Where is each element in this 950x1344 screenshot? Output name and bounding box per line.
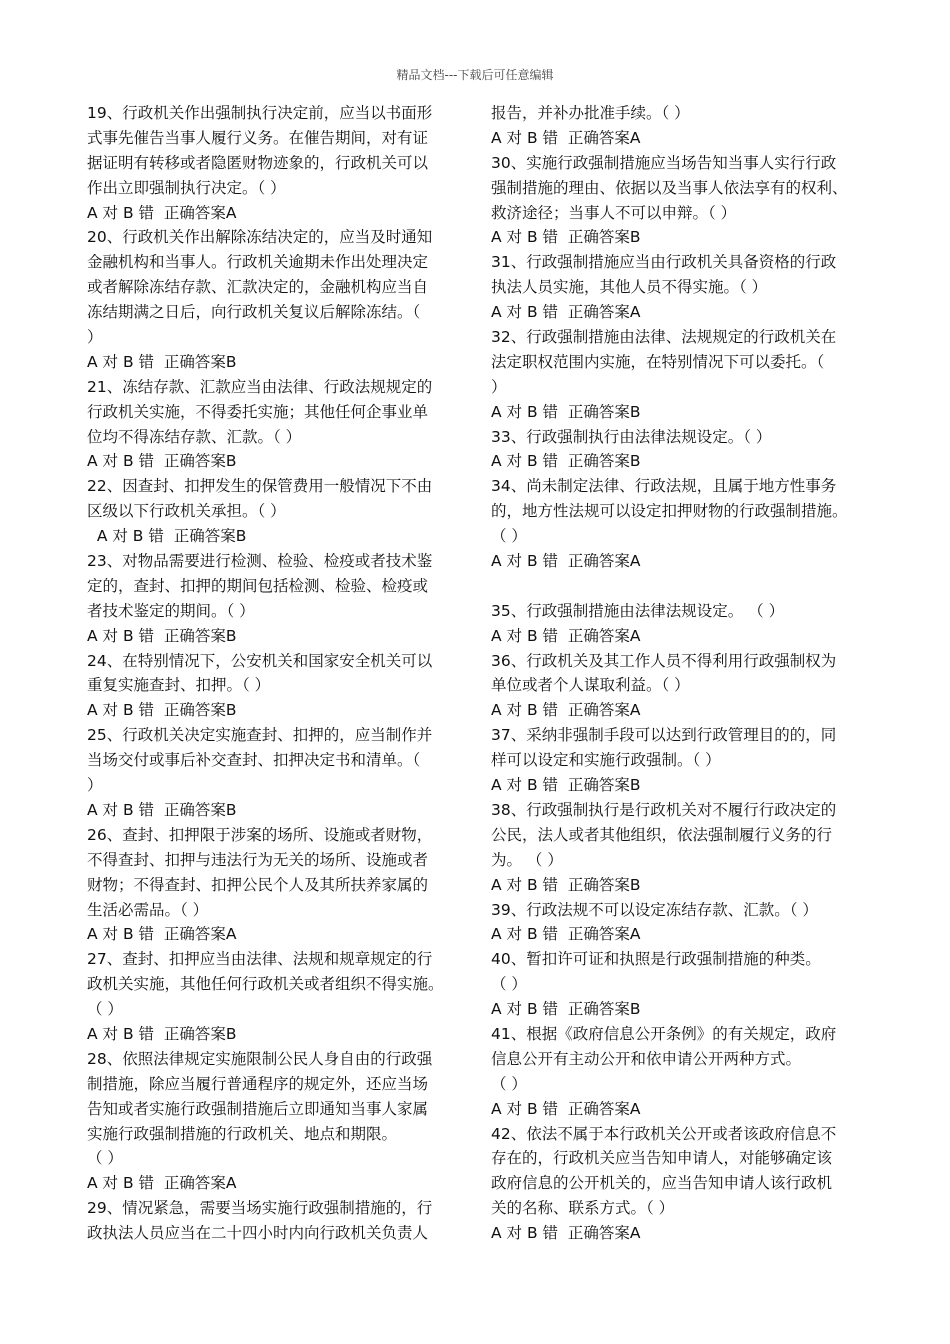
text-line: A 对 B 错 正确答案B (491, 875, 641, 894)
text-line: 20、行政机关作出解除冻结决定的，应当及时通知 (87, 228, 433, 247)
text-line: A 对 B 错 正确答案B (491, 1000, 641, 1019)
text-line: A 对 B 错 正确答案A (491, 701, 641, 720)
text-line: A 对 B 错 正确答案B (491, 228, 641, 247)
text-line: 29、情况紧急，需要当场实施行政强制措施的，行 (87, 1199, 433, 1218)
text-line: 行政机关实施，不得委托实施；其他任何企事业单 (87, 402, 429, 421)
text-line: A 对 B 错 正确答案B (87, 626, 237, 645)
text-line: A 对 B 错 正确答案B (87, 352, 237, 371)
text-line: 制措施，除应当履行普通程序的规定外，还应当场 (87, 1074, 429, 1093)
text-line: 政执法人员应当在二十四小时内向行政机关负责人 (87, 1224, 429, 1243)
text-line: （ ） (491, 1074, 527, 1093)
text-line: 37、采纳非强制手段可以达到行政管理目的的，同 (491, 726, 837, 745)
text-line: （ ） (491, 975, 527, 994)
text-line: A 对 B 错 正确答案B (87, 701, 237, 720)
text-line: 式事先催告当事人履行义务。在催告期间，对有证 (87, 128, 429, 147)
text-line: 公民，法人或者其他组织，依法强制履行义务的行 (491, 825, 833, 844)
text-line: 23、对物品需要进行检测、检验、检疫或者技术鉴 (87, 552, 433, 571)
text-line (491, 574, 871, 599)
text-line: A 对 B 错 正确答案B (87, 800, 237, 819)
text-line: A 对 B 错 正确答案B (87, 1024, 237, 1043)
left-column (87, 101, 463, 1246)
text-line: 34、尚未制定法律、行政法规，且属于地方性事务 (491, 477, 837, 496)
text-line: A 对 B 错 正确答案A (491, 1099, 641, 1118)
page-header: 精品文档---下载后可任意编辑 (396, 68, 554, 82)
text-line: A 对 B 错 正确答案A (87, 203, 237, 222)
text-line: 冻结期满之日后，向行政机关复议后解除冻结。（ (87, 303, 421, 322)
text-line: A 对 B 错 正确答案A (87, 925, 237, 944)
text-line: 27、查封、扣押应当由法律、法规和规章规定的行 (87, 950, 433, 969)
text-line: 重复实施查封、扣押。（ ） (87, 676, 271, 695)
text-line: 者技术鉴定的期间。（ ） (87, 601, 255, 620)
text-line: 信息公开有主动公开和依申请公开两种方式。 (491, 1049, 802, 1068)
text-line: 22、因查封、扣押发生的保管费用一般情况下不由 (87, 477, 433, 496)
text-line: 政机关实施，其他任何行政机关或者组织不得实施。 (87, 975, 444, 994)
text-line: 或者解除冻结存款、汇款决定的，金融机构应当自 (87, 278, 429, 297)
text-line: ） (491, 377, 507, 396)
text-line: 40、暂扣许可证和执照是行政强制措施的种类。 (491, 950, 821, 969)
text-line: 的，地方性法规可以设定扣押财物的行政强制措施。 (491, 502, 848, 521)
text-line: 告知或者实施行政强制措施后立即通知当事人家属 (87, 1099, 429, 1118)
text-line: 金融机构和当事人。行政机关逾期未作出处理决定 (87, 253, 429, 272)
text-line: 位均不得冻结存款、汇款。（ ） (87, 427, 302, 446)
text-line: （ ） (87, 1000, 123, 1019)
text-line: A 对 B 错 正确答案B (491, 776, 641, 795)
text-line: 35、行政强制措施由法律法规设定。 （ ） (491, 601, 785, 620)
text-line: 区级以下行政机关承担。（ ） (87, 502, 286, 521)
text-line: 为。 （ ） (491, 850, 563, 869)
text-line: 据证明有转移或者隐匿财物迹象的，行政机关可以 (87, 153, 429, 172)
text-line: 33、行政强制执行由法律法规设定。（ ） (491, 427, 772, 446)
text-line: 30、实施行政强制措施应当场告知当事人实行行政 (491, 153, 837, 172)
text-line: 实施行政强制措施的行政机关、地点和期限。 (87, 1124, 398, 1143)
text-line: A 对 B 错 正确答案A (491, 303, 641, 322)
text-line: 样可以设定和实施行政强制。（ ） (491, 751, 721, 770)
text-line: 执法人员实施，其他人员不得实施。（ ） (491, 278, 768, 297)
text-line: 单位或者个人谋取利益。（ ） (491, 676, 690, 695)
text-line: A 对 B 错 正确答案A (491, 626, 641, 645)
text-line: 19、行政机关作出强制执行决定前，应当以书面形 (87, 104, 433, 122)
text-line: 25、行政机关决定实施查封、扣押的，应当制作并 (87, 726, 433, 745)
text-line: A 对 B 错 正确答案A (87, 1174, 237, 1193)
text-line: 存在的，行政机关应当告知申请人，对能够确定该 (491, 1149, 833, 1168)
text-line: 关的名称、联系方式。（ ） (491, 1199, 675, 1218)
text-line: 26、查封、扣押限于涉案的场所、设施或者财物， (87, 825, 433, 844)
text-line: 财物；不得查封、扣押公民个人及其所扶养家属的 (87, 875, 429, 894)
text-line: 32、行政强制措施由法律、法规规定的行政机关在 (491, 328, 837, 347)
text-line: ） (87, 328, 103, 347)
text-line: 21、冻结存款、汇款应当由法律、行政法规规定的 (87, 377, 433, 396)
text-line: 42、依法不属于本行政机关公开或者该政府信息不 (491, 1124, 837, 1143)
text-line: A 对 B 错 正确答案A (491, 552, 641, 571)
text-line: 不得查封、扣押与违法行为无关的场所、设施或者 (87, 850, 429, 869)
text-line: 当场交付或事后补交查封、扣押决定书和清单。（ (87, 751, 421, 770)
text-line: 41、根据《政府信息公开条例》的有关规定，政府 (491, 1024, 837, 1043)
right-column (491, 101, 871, 1246)
text-line: 政府信息的公开机关的，应当告知申请人该行政机 (491, 1174, 833, 1193)
text-line: ） (87, 776, 103, 795)
text-line: A 对 B 错 正确答案B (87, 452, 237, 471)
text-line: 报告，并补办批准手续。（ ） (491, 104, 690, 122)
text-line: 31、行政强制措施应当由行政机关具备资格的行政 (491, 253, 837, 272)
text-line: A 对 B 错 正确答案B (87, 527, 247, 546)
text-line: 定的，查封、扣押的期间包括检测、检验、检疫或 (87, 576, 429, 595)
text-line: A 对 B 错 正确答案A (491, 1224, 641, 1243)
text-line: 强制措施的理由、依据以及当事人依法享有的权利、 (491, 178, 848, 197)
text-line: 28、依照法律规定实施限制公民人身自由的行政强 (87, 1049, 433, 1068)
text-line: 24、在特别情况下，公安机关和国家安全机关可以 (87, 651, 433, 670)
text-line: 作出立即强制执行决定。（ ） (87, 178, 286, 197)
text-line: 39、行政法规不可以设定冻结存款、汇款。（ ） (491, 900, 818, 919)
text-line: A 对 B 错 正确答案A (491, 925, 641, 944)
text-line: 法定职权范围内实施，在特别情况下可以委托。（ (491, 352, 825, 371)
text-line: （ ） (87, 1149, 123, 1168)
text-line: 救济途径；当事人不可以申辩。（ ） (491, 203, 737, 222)
text-line: A 对 B 错 正确答案B (491, 402, 641, 421)
text-line: 生活必需品。（ ） (87, 900, 209, 919)
text-line: 38、行政强制执行是行政机关对不履行行政决定的 (491, 800, 837, 819)
text-line: （ ） (491, 527, 527, 546)
text-line: A 对 B 错 正确答案B (491, 452, 641, 471)
text-line: 36、行政机关及其工作人员不得利用行政强制权为 (491, 651, 837, 670)
text-line: A 对 B 错 正确答案A (491, 128, 641, 147)
